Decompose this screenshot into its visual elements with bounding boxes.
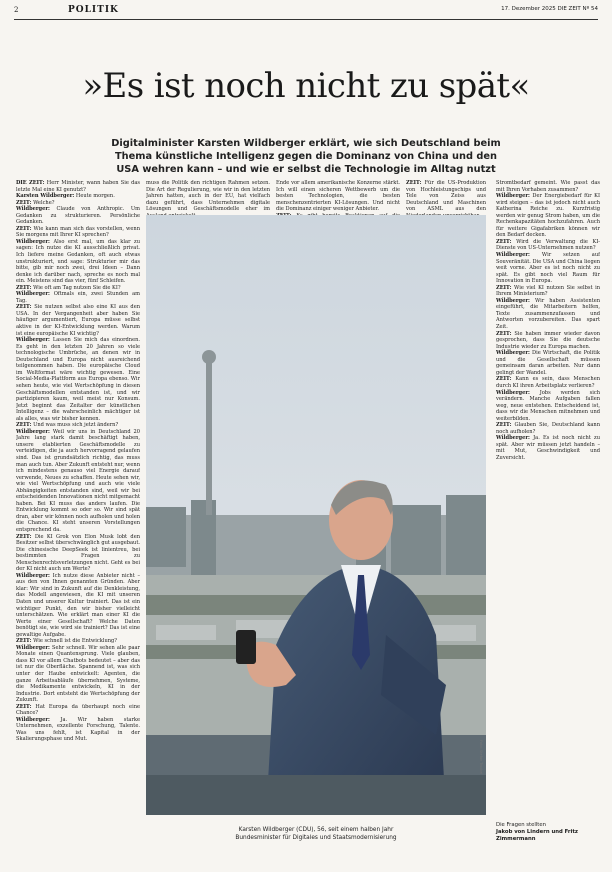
speaker-label: ZEIT:	[16, 422, 32, 429]
paragraph	[496, 350, 600, 376]
interview-credit-label: Die Fragen stellten	[496, 822, 546, 828]
speaker-label: Wildberger:	[16, 644, 50, 651]
speaker-label: ZEIT:	[16, 225, 32, 232]
speaker-label: ZEIT:	[496, 376, 512, 383]
paragraph	[496, 180, 600, 193]
paragraph	[16, 645, 140, 704]
paragraph-text: Also erst mal, um das klar zu sagen: Ich nutze die KI ausschließlich privat. Ich liefere meine Gedanken, oft auch etwas unstrukturiert, und sage: Strukturier mir das bitte, gib mir noch zwei, drei Ideen – Dann denke ich darüber nach, spreche es noch mal ein. Meistens sind das vier, fünf Schleifen.	[16, 238, 140, 285]
speaker-label: ZEIT:	[496, 422, 512, 429]
paragraph	[496, 376, 600, 389]
paragraph	[16, 206, 140, 226]
speaker-label: Wildberger:	[496, 252, 530, 259]
paragraph	[496, 298, 600, 331]
paragraph-text: Die KI Grok von Elon Musk lobt den Besitzer selbst überschwänglich gut ausgebaut. Die chinesische DeepSeek ist linientreu, bei bestimmten Fragen zu Menschenrechtsverletzungen nicht. Geht es bei der KI nicht auch um Werte?	[16, 533, 140, 573]
paragraph-text: Ende vor allem amerikanische Konzerne stärkt. Ich will einen sicheren Wettbewerb um die besten Technologien, die besten menschenzentrierten KI-Lösungen. Und nicht die Dominanz einiger weniger Anbieter.	[276, 180, 400, 213]
paragraph-text: Wir setzen auf Souveränität. Die USA und China liegen weit vorne. Aber es ist noch nicht zu spät. Es gibt noch viel Raum für Innovation in Europa.	[496, 252, 600, 285]
paragraph-text: Herr Minister, wann haben Sie das letzte Mal eine KI genutzt?	[16, 180, 140, 193]
paragraph-text: Wird die Verwaltung die KI-Dienste von US-Unternehmen nutzen?	[496, 238, 600, 252]
paragraph-text: Lassen Sie mich das einordnen. Es geht in den letzten 20 Jahren so viele technologische Umbrüche, an denen wir in Deutschland und Europa nicht ausreichend teilgenommen haben. Die europäische Cloud im Weltformat wäre wichtig gewesen. Eine Social-Media-Plattform aus Europa ebenso. Wir sehen heute, wie viel Wertschöpfung in diesen Geschäftsmodellen entstanden ist, und wir partizipieren kaum, weil meist nur Konsum. Jetzt beginnt das Zeitalter der künstlichen Intelligenz – die wahrscheinlich mächtiger ist als alles, was wir bisher kennen.	[16, 337, 140, 422]
speaker-label: Wildberger:	[16, 206, 50, 213]
speaker-label: Wildberger:	[496, 193, 530, 200]
caption-line-2: Bundesminister für Digitales und Staatsmodernisierung	[235, 835, 397, 841]
paragraph	[16, 291, 140, 304]
caption-line-1: Karsten Wildberger (CDU), 56, seit einem halben Jahr	[238, 827, 394, 833]
paragraph-text: Ja. Es ist noch nicht zu spät. Aber wir müssen jetzt handeln – mit Mut, Geschwindigkeit und Zuversicht.	[496, 435, 600, 461]
paragraph	[406, 180, 486, 219]
paragraph	[16, 337, 140, 422]
paragraph-text: Sehr schnell. Wir sehen alle paar Monate einen Quantensprung. Viele glauben, dass KI vor allem Chatbots bedeutet – aber das ist nur die Oberfläche. Spannend ist, was sich unter der Haube entwickelt: Agenten, die ganze Arbeitsabläufe übernehmen, Systeme, die Medikamente entwickeln, KI in der Industrie. Dort entsteht die Wertschöpfung der Zukunft.	[16, 644, 140, 704]
paragraph	[16, 239, 140, 285]
paragraph	[16, 226, 140, 239]
paragraph-text: Wie viel KI nutzen Sie selbst in Ihrem Ministerium?	[496, 284, 600, 298]
speaker-label: Wildberger:	[16, 716, 50, 723]
paragraph-text: Sie haben immer wieder davon gesprochen, dass Sie die deutsche Industrie wieder zu Europa machen.	[496, 330, 600, 350]
paragraph-text: Sie nutzen selbst also eine KI aus den USA. In der Vergangenheit aber haben Sie häufiger argumentiert, Europa müsse selbst aktive in der KI-Entwicklung werden. Warum ist eine europäische KI wichtig?	[16, 304, 140, 337]
speaker-label: Wildberger:	[496, 435, 530, 442]
paragraph-text: Oftmals ein, zwei Stunden am Tag.	[16, 291, 140, 304]
paragraph	[496, 422, 600, 435]
paragraph-text: Wie kann man sich das vorstellen, wenn Sie morgens mit Ihrer KI sprechen?	[16, 225, 140, 239]
speaker-label: ZEIT:	[16, 638, 32, 645]
paragraph-text: Hat Europa da überhaupt noch eine Chance?	[16, 703, 140, 717]
paragraph	[16, 304, 140, 337]
photo-credit: Foto: Stefan Trockel	[479, 740, 483, 775]
paragraph	[496, 435, 600, 461]
speaker-label: Karsten Wildberger:	[16, 193, 75, 200]
minister-photo	[146, 215, 486, 815]
speaker-label: Wildberger:	[16, 337, 50, 344]
paragraph-text: Ich nutze diese Anbieter nicht – aus den von Ihnen genannten Gründen. Aber klar: Wir sind in Zukunft auf die Denkleistung, das Modell angewiesen, die KI mit unseren Daten und unserer Kultur trainiert. Das ist ein wichtiger Punkt, den wir bisher vielleicht unterschätzen. Wie erklärt man einer KI die Werte einer Gesellschaft? Welche Daten benötigt sie, wie wird sie trainiert? Das ist eine gewaltige Aufgabe.	[16, 572, 140, 638]
paragraph-text: Wir haben Assistenten eingeführt, die Mitarbeitern helfen, Texte zusammenzufassen und Antworten vorzubereiten. Das spart Zeit.	[496, 297, 600, 331]
paragraph-text: Welche?	[31, 199, 55, 206]
paragraph	[16, 704, 140, 717]
speaker-label: Wildberger:	[16, 291, 50, 298]
interview-credit	[496, 822, 600, 842]
paragraph	[496, 331, 600, 351]
dek: Digitalminister Karsten Wildberger erklärt, wie sich Deutschland beim Thema künstliche Intelligenz gegen die Dominanz von China und den USA wehren kann – und wie er selbst die Technologie im Alltag nutzt	[111, 138, 501, 175]
paragraph-text: Wie oft am Tag nutzen Sie die KI?	[31, 284, 121, 291]
paragraph	[16, 573, 140, 638]
paragraph	[146, 180, 270, 219]
speaker-label: ZEIT:	[16, 304, 32, 311]
paragraph	[496, 285, 600, 298]
paragraph	[496, 390, 600, 423]
paragraph	[496, 193, 600, 239]
paragraph-text: Stromtbedarf gemeint. Wie passt das mit Ihren Vorhaben zusammen?	[496, 180, 600, 193]
paragraph	[16, 180, 140, 193]
paragraph-text: Jobs werden sich verändern. Manche Aufgaben fallen weg, neue entstehen. Entscheidend ist, dass wir die Menschen mitnehmen und weiterbilden.	[496, 389, 600, 422]
speaker-label: Wildberger:	[16, 238, 50, 245]
section-title: POLITIK	[68, 5, 119, 15]
interviewer-names: Jakob von Lindern und Fritz Zimmermann	[496, 828, 578, 842]
paragraph-text: Ja. Wir haben starke Unternehmen, exzellente Forschung, Talente. Was uns fehlt, ist Kapital in der Skalierungsphase und Mut.	[16, 716, 140, 743]
page-header	[14, 6, 598, 18]
paragraph-text: Der Energiebedarf für KI wird steigen – das ist jedoch nicht auch Katherina Reiche zu. Kurzfristig werden wir genug Strom haben, um die Rechenkapazitäten hochzufahren. Auch für weitere Gigafabriken können wir den Bedarf decken.	[496, 193, 600, 239]
page-number: 2	[14, 6, 19, 14]
speaker-label: ZEIT:	[16, 703, 32, 710]
speaker-label: ZEIT:	[16, 199, 32, 206]
speaker-label: Wildberger:	[16, 428, 50, 435]
speaker-label: ZEIT:	[16, 284, 32, 291]
speaker-label: ZEIT:	[16, 533, 32, 540]
speaker-label: Wildberger:	[496, 389, 530, 396]
paragraph	[276, 180, 400, 213]
speaker-label: ZEIT:	[496, 238, 512, 245]
speaker-label: DIE ZEIT:	[16, 180, 45, 186]
paragraph-text: Claude von Anthropic. Um Gedanken zu strukturieren. Persönliche Gedanken.	[16, 206, 140, 226]
paragraph-text: Die Wirtschaft, die Politik und die Gesellschaft müssen gemeinsam daran arbeiten. Nur dann gelingt der Wandel.	[496, 350, 600, 376]
text-column-5	[496, 180, 600, 820]
header-rule	[14, 19, 598, 20]
photo-illustration	[146, 215, 486, 815]
speaker-label: Wildberger:	[16, 572, 50, 579]
text-column-1	[16, 180, 140, 850]
paragraph-text: Für die US-Produktion von Hochleistungschips und Tele von Zeiss aus Deutschland und Maschinen von ASML aus den	[406, 180, 486, 213]
speaker-label: ZEIT:	[496, 330, 512, 337]
paragraph-text: Glauben Sie, Deutschland kann noch aufholen?	[496, 422, 600, 435]
speaker-label: ZEIT:	[406, 180, 422, 186]
paragraph-text: muss die Politik den richtigen Rahmen setzen. Die Art der Regulierung, wie wir in den letzten Jahren hatten, auch in der EU, hat vielfach dazu geführt, dass Unternehmen digitale Lösungen und Geschäftsmodelle eher im	[146, 180, 270, 213]
paragraph	[16, 534, 140, 573]
paragraph	[496, 239, 600, 252]
speaker-label: ZEIT:	[496, 284, 512, 291]
photo-caption	[146, 826, 486, 842]
paragraph-text: Heute morgen.	[74, 193, 115, 200]
paragraph-text: Weil wir uns in Deutschland 20 Jahre lang stark damit beschäftigt haben, unsere etablierten Geschäftsmodelle zu verteidigen, die ja auch hervorragend gelaufen sind. Das ist grundsätzlich richtig, das muss man auch tun. Aber Zukunft entsteht nur, wenn ich mindestens genauso viel Energie darauf verwende, Neues zu schaffen. Heute sehen wir, wie viel Wertschöpfung und auch wie viele Abhängigkeiten entstanden sind, weil wir bei entscheidenden Innovationen nicht mitgemacht haben. Bei KI muss das anders laufen. Die Entwicklung kommt so oder so. Wir sind spät dran, aber wir können noch aufholen und holen die Chance. KI steht unseren Vorstellungen entsprechend da.	[16, 428, 140, 533]
issue-info: 17. Dezember 2025 DIE ZEIT Nº 54	[501, 6, 598, 12]
speaker-label: Wildberger:	[496, 350, 530, 357]
headline: »Es ist noch nicht zu spät«	[82, 66, 530, 106]
paragraph	[496, 252, 600, 285]
paragraph-text: Kann es sein, dass Menschen durch KI ihren Arbeitsplatz verlieren?	[496, 376, 600, 389]
paragraph-text: Und was muss sich jetzt ändern?	[31, 422, 119, 429]
paragraph	[16, 717, 140, 743]
paragraph-text: Wie schnell ist die Entwicklung?	[31, 638, 118, 645]
paragraph	[16, 429, 140, 534]
speaker-label: Wildberger:	[496, 297, 530, 304]
